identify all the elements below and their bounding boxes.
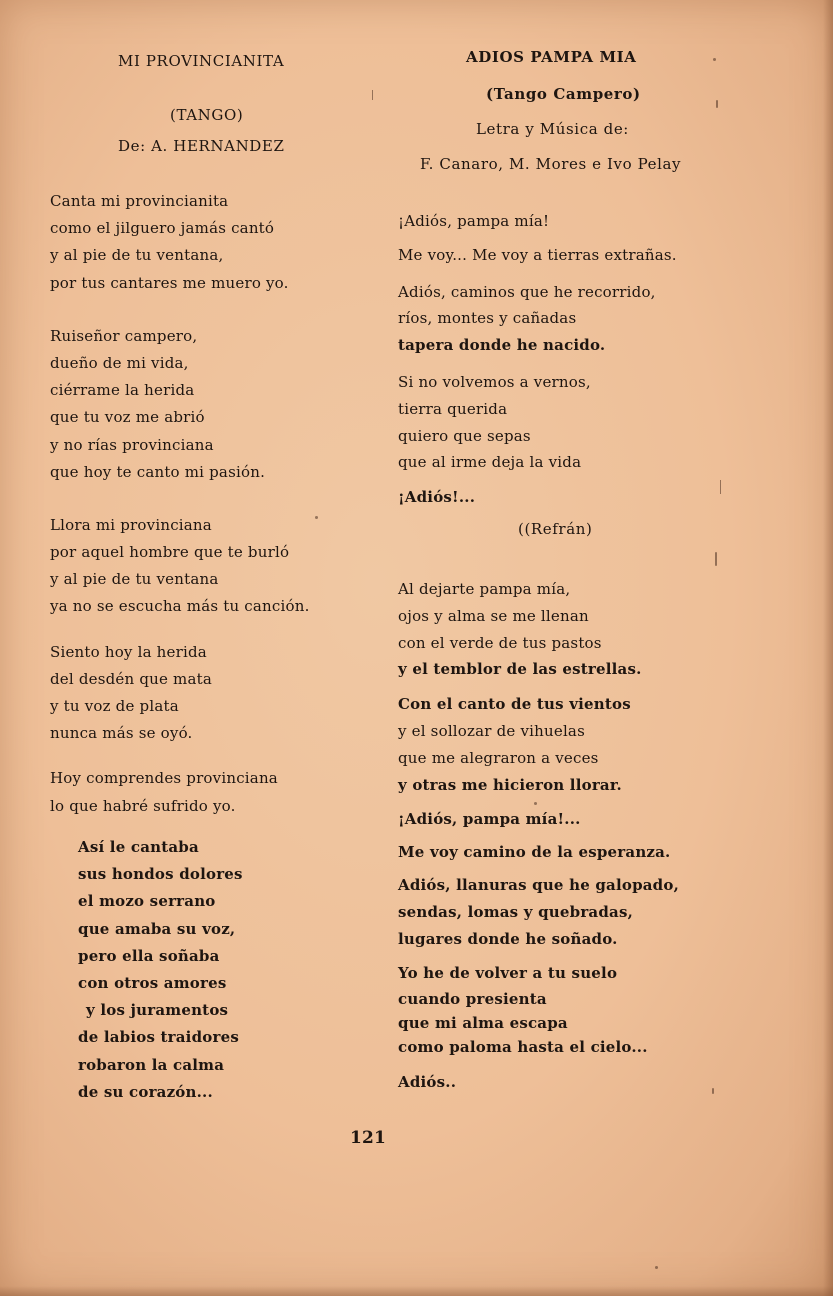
left-song-author: De: A. HERNANDEZ	[118, 137, 285, 155]
lyric-line: ¡Adiós, pampa mía!...	[398, 810, 581, 829]
lyric-line: Adiós, caminos que he recorrido,	[398, 282, 656, 301]
lyric-line: tierra querida	[398, 399, 508, 418]
lyric-line: Ruiseñor campero,	[50, 326, 198, 345]
lyric-line: Adiós, llanuras que he galopado,	[398, 875, 679, 894]
lyric-line: que hoy te canto mi pasión.	[50, 462, 266, 481]
left-final-stanza	[78, 834, 243, 1106]
lyric-line: y no rías provinciana	[50, 435, 214, 454]
paper-speck	[716, 100, 718, 108]
lyric-line: ciérrame la herida	[50, 381, 195, 400]
page-edge-shadow	[823, 0, 833, 1296]
lyric-line: por tus cantares me muero yo.	[50, 273, 289, 292]
lyric-line: con otros amores	[78, 973, 227, 992]
lyric-line: dueño de mi vida,	[50, 353, 189, 372]
lyric-line: Si no volvemos a vernos,	[398, 372, 591, 391]
lyric-line: Yo he de volver a tu suelo	[398, 964, 618, 983]
lyric-line: cuando presienta	[398, 990, 547, 1009]
right-song-credit-label: Letra y Música de:	[476, 120, 629, 138]
lyric-line: pero ella soñaba	[78, 946, 220, 965]
lyric-line: Hoy comprendes provinciana	[50, 769, 278, 788]
lyric-line: por aquel hombre que te burló	[50, 543, 290, 562]
paper-speck	[720, 480, 721, 494]
lyric-line: ríos, montes y cañadas	[398, 309, 577, 328]
paper-speck	[715, 552, 717, 566]
lyric-line: y otras me hicieron llorar.	[398, 775, 622, 794]
paper-speck	[315, 516, 318, 519]
lyric-line: Adiós..	[398, 1073, 457, 1092]
paper-speck	[712, 1088, 714, 1094]
lyric-line: y el temblor de las estrellas.	[398, 660, 642, 679]
lyric-line: nunca más se oyó.	[50, 724, 193, 743]
lyric-line: y al pie de tu ventana,	[50, 246, 224, 265]
lyric-line: ¡Adiós, pampa mía!	[398, 212, 550, 230]
lyric-line: que tu voz me abrió	[50, 408, 205, 427]
paper-speck	[372, 90, 373, 100]
lyric-line: Me voy... Me voy a tierras extrañas.	[398, 245, 677, 264]
page-number: 121	[350, 1128, 387, 1148]
lyric-line: robaron la calma	[78, 1055, 225, 1074]
lyric-line: de su corazón...	[78, 1082, 213, 1101]
lyric-line: que mi alma escapa	[398, 1014, 568, 1033]
lyric-line: y tu voz de plata	[50, 697, 179, 715]
lyric-line: y al pie de tu ventana	[50, 570, 219, 589]
lyric-line: ojos y alma se me llenan	[398, 606, 589, 625]
lyric-line: Canta mi provincianita	[50, 192, 229, 210]
lyric-line: sus hondos dolores	[78, 865, 243, 884]
lyric-line: Llora mi provinciana	[50, 515, 212, 534]
lyric-line: que amaba su voz,	[78, 919, 236, 938]
right-song-authors: F. Canaro, M. Mores e Ivo Pelay	[420, 155, 682, 173]
right-song-title: ADIOS PAMPA MIA	[466, 48, 637, 66]
lyric-line: tapera donde he nacido.	[398, 336, 606, 355]
lyric-line: Al dejarte pampa mía,	[398, 580, 571, 598]
lyric-line: el mozo serrano	[78, 892, 216, 911]
left-lyrics	[50, 188, 310, 820]
lyric-line: y los juramentos	[86, 1001, 229, 1020]
lyric-line: Así le cantaba	[78, 838, 199, 856]
lyric-line: que al irme deja la vida	[398, 453, 582, 472]
page-edge-shadow	[0, 1286, 833, 1296]
lyric-line: ya no se escucha más tu canción.	[50, 597, 310, 616]
right-song-genre: (Tango Campero)	[486, 85, 641, 103]
right-lyrics-b	[398, 576, 679, 1096]
lyric-line: como paloma hasta el cielo...	[398, 1038, 648, 1057]
lyric-line: y el sollozar de vihuelas	[398, 721, 585, 740]
lyric-line: que me alegraron a veces	[398, 748, 599, 767]
paper-speck	[713, 58, 716, 61]
right-lyrics-a	[398, 208, 677, 511]
left-song-title: MI PROVINCIANITA	[118, 52, 285, 70]
lyric-line: Siento hoy la herida	[50, 642, 207, 661]
lyric-line: quiero que sepas	[398, 426, 531, 445]
refrain-label: ((Refrán)	[518, 520, 593, 538]
lyric-line: lugares donde he soñado.	[398, 929, 618, 948]
lyric-line: con el verde de tus pastos	[398, 633, 602, 652]
lyric-line: como el jilguero jamás cantó	[50, 219, 275, 238]
lyric-line: Me voy camino de la esperanza.	[398, 843, 671, 862]
paper-speck	[655, 1266, 658, 1269]
lyric-line: del desdén que mata	[50, 669, 212, 688]
lyric-line: lo que habré sufrido yo.	[50, 796, 236, 815]
lyric-line: sendas, lomas y quebradas,	[398, 902, 634, 921]
left-song-genre: (TANGO)	[170, 106, 244, 124]
lyric-line: de labios traidores	[78, 1028, 239, 1047]
lyric-line: Con el canto de tus vientos	[398, 695, 631, 714]
paper-speck	[534, 802, 537, 805]
lyric-line: ¡Adiós!...	[398, 488, 476, 507]
